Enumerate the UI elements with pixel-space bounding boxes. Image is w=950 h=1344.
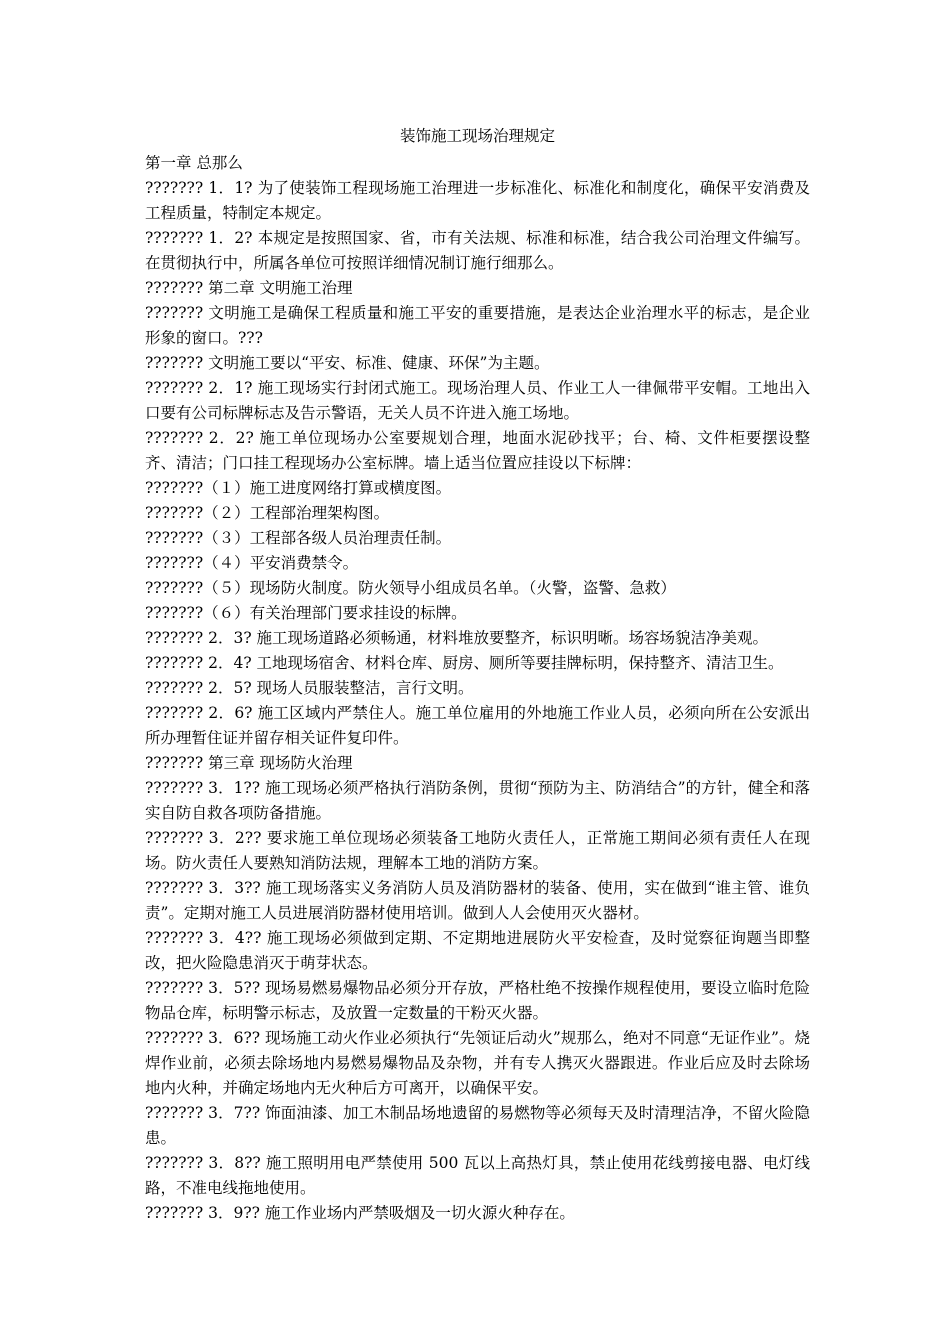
paragraph-chapter-3: ??????? 第三章 现场防火治理 xyxy=(145,754,353,772)
document-title: 装饰施工现场治理规定 xyxy=(399,127,555,145)
list-item-6: ???????（６）有关治理部门要求挂设的标牌。 xyxy=(145,604,467,622)
paragraph-1-2: ??????? 1．2? 本规定是按照国家、省，市有关法规、标准和标准，结合我公司治理文件编写。在贯彻执行中，所属各单位可按照详细情况制订施行细那么。 xyxy=(145,229,810,272)
list-item-2: ???????（２）工程部治理架构图。 xyxy=(145,504,390,522)
paragraph-3-5: ??????? 3．5?? 现场易燃易爆物品必须分开存放，严格杜绝不按操作规程使用，要设立临时危险物品仓库，标明警示标志，及放置一定数量的干粉灭火器。 xyxy=(145,979,810,1022)
paragraph-3-4: ??????? 3．4?? 施工现场必须做到定期、不定期地进展防火平安检查，及时觉察征询题当即整改，把火险隐患消灭于萌芽状态。 xyxy=(145,929,810,972)
list-item-5: ???????（５）现场防火制度。防火领导小组成员名单。（火警，盗警、急救） xyxy=(145,579,676,597)
paragraph-3-1: ??????? 3．1?? 施工现场必须严格执行消防条例，贯彻“预防为主、防消结合”的方针，健全和落实自防自救各项防备措施。 xyxy=(145,779,810,822)
paragraph-3-8: ??????? 3．8?? 施工照明用电严禁使用 500 瓦以上高热灯具，禁止使用花线剪接电器、电灯线路，不准电线拖地使用。 xyxy=(145,1154,810,1197)
paragraph-chapter-1: 第一章 总那么 xyxy=(145,154,243,172)
document-page xyxy=(145,124,810,1226)
document-body xyxy=(145,151,810,1226)
list-item-4: ???????（４）平安消费禁令。 xyxy=(145,554,359,572)
list-item-1: ???????（１）施工进度网络打算或横度图。 xyxy=(145,479,452,497)
paragraph-3-9: ??????? 3．9?? 施工作业场内严禁吸烟及一切火源火种存在。 xyxy=(145,1204,575,1222)
list-item-3: ???????（３）工程部各级人员治理责任制。 xyxy=(145,529,452,547)
paragraph-2-1: ??????? 2．1? 施工现场实行封闭式施工。现场治理人员、作业工人一律佩带平安帽。工地出入口要有公司标牌标志及告示警语，无关人员不许进入施工场地。 xyxy=(145,379,810,422)
paragraph-3-7: ??????? 3．7?? 饰面油漆、加工木制品场地遗留的易燃物等必须每天及时清理洁净，不留火险隐患。 xyxy=(145,1104,810,1147)
paragraph-3-2: ??????? 3．2?? 要求施工单位现场必须装备工地防火责任人，正常施工期间必须有责任人在现场。防火责任人要熟知消防法规，理解本工地的消防方案。 xyxy=(145,829,810,872)
paragraph-3-6: ??????? 3．6?? 现场施工动火作业必须执行“先领证后动火”规那么，绝对不同意“无证作业”。烧焊作业前，必须去除场地内易燃易爆物品及杂物，并有专人携灭火器跟进。作业后应及时去除场地内火种，并确定场地内无火种后方可离开，以确保平安。 xyxy=(145,1029,810,1097)
paragraph-chapter-2: ??????? 第二章 文明施工治理 xyxy=(145,279,353,297)
paragraph-2-2: ??????? 2．2? 施工单位现场办公室要规划合理，地面水泥砂找平；台、椅、文件柜要摆设整齐、清洁；门口挂工程现场办公室标牌。墙上适当位置应挂设以下标牌： xyxy=(145,429,810,472)
paragraph-2-6: ??????? 2．6? 施工区域内严禁住人。施工单位雇用的外地施工作业人员，必须向所在公安派出所办理暂住证并留存相关证件复印件。 xyxy=(145,704,810,747)
paragraph-1-1: ??????? 1．1? 为了使装饰工程现场施工治理进一步标准化、标准化和制度化，确保平安消费及工程质量，特制定本规定。 xyxy=(145,179,810,222)
paragraph-2-3: ??????? 2．3? 施工现场道路必须畅通，材料堆放要整齐，标识明晰。场容场貌洁净美观。 xyxy=(145,629,769,647)
paragraph-2-5: ??????? 2．5? 现场人员服装整洁，言行文明。 xyxy=(145,679,474,697)
paragraph-2-4: ??????? 2．4? 工地现场宿舍、材料仓库、厨房、厕所等要挂牌标明，保持整齐、清洁卫生。 xyxy=(145,654,784,672)
paragraph-intro-2: ??????? 文明施工要以“平安、标准、健康、环保”为主题。 xyxy=(145,354,550,372)
paragraph-intro-1: ??????? 文明施工是确保工程质量和施工平安的重要措施，是表达企业治理水平的标志，是企业形象的窗口。??? xyxy=(145,304,810,347)
paragraph-3-3: ??????? 3．3?? 施工现场落实义务消防人员及消防器材的装备、使用，实在做到“谁主管、谁负责”。定期对施工人员进展消防器材使用培训。做到人人会使用灭火器材。 xyxy=(145,879,810,922)
